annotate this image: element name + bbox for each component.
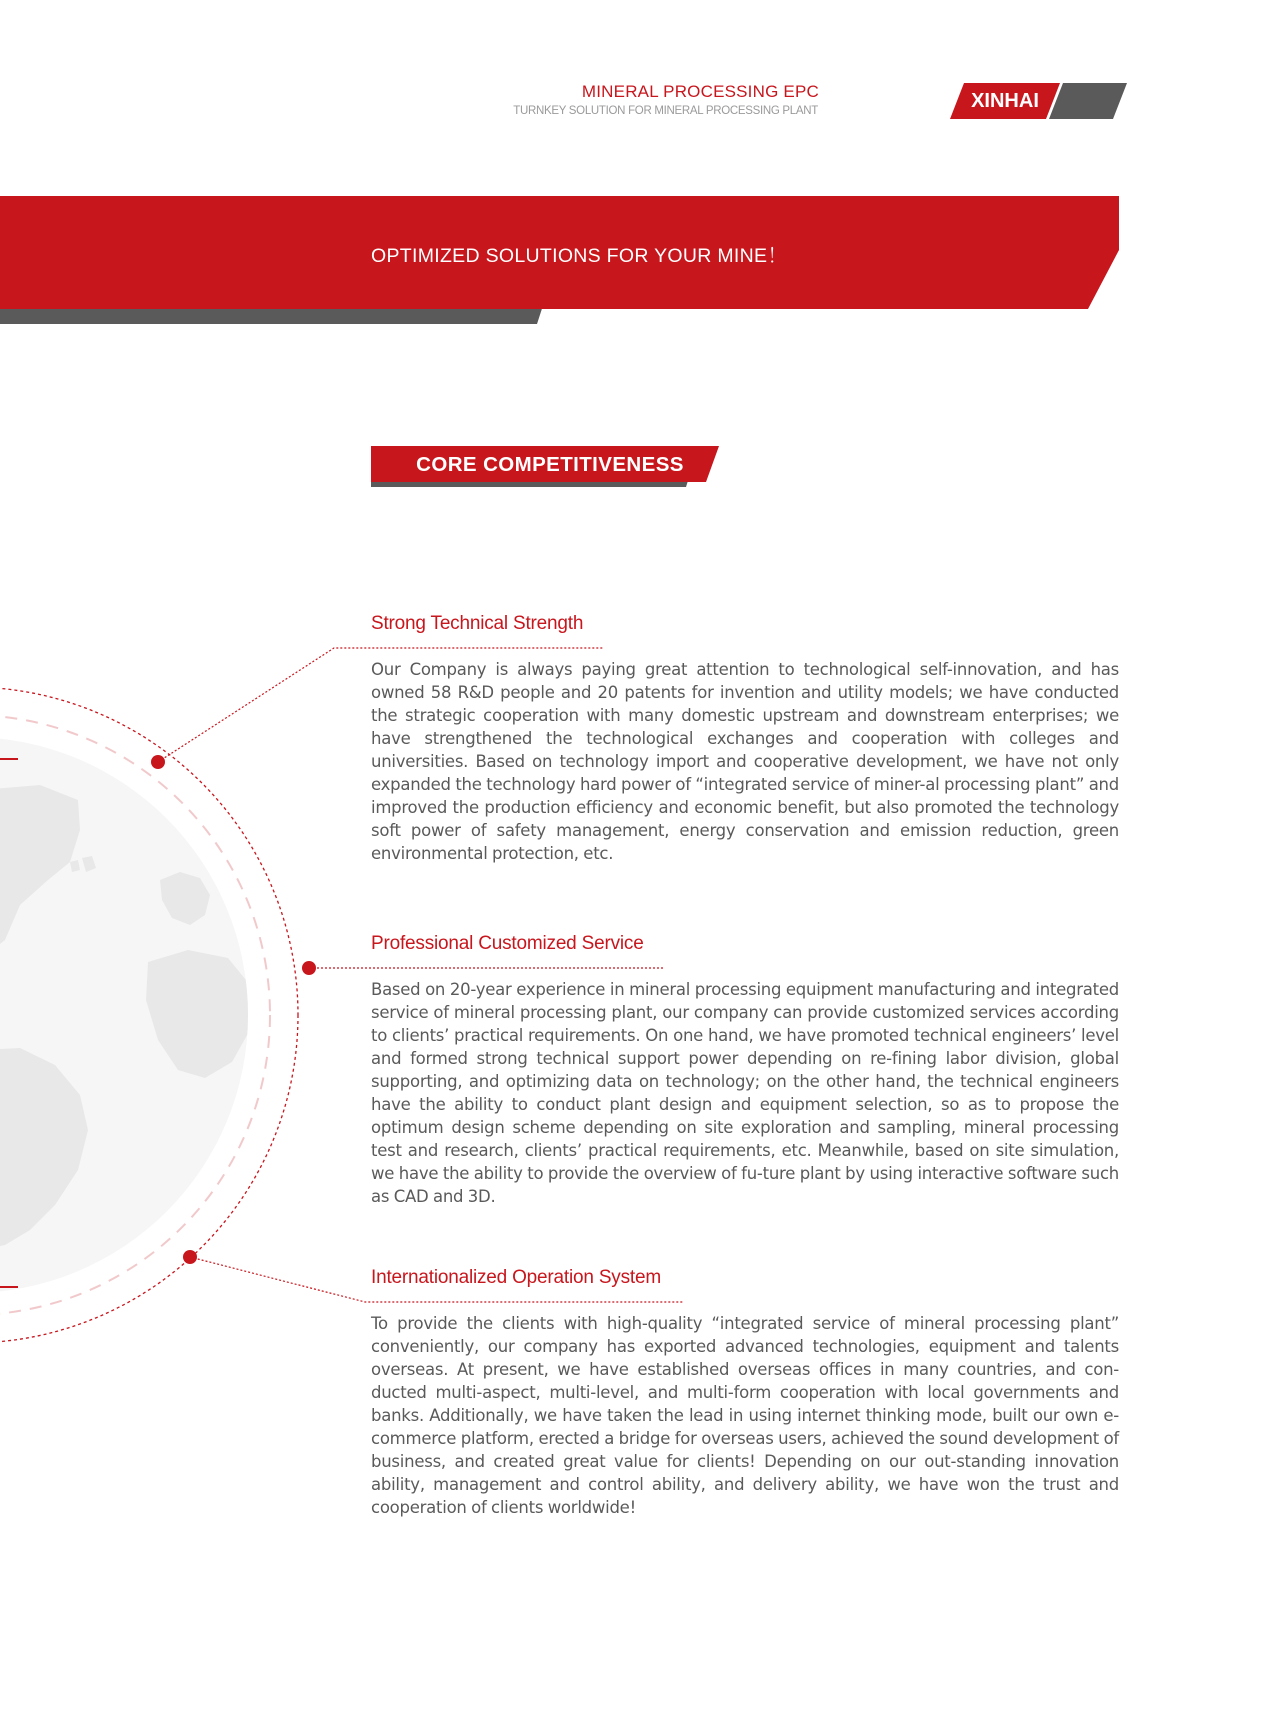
- banner-text: OPTIMIZED SOLUTIONS FOR YOUR MINE！: [371, 245, 788, 267]
- section-title-customized-service: Professional Customized Service: [371, 933, 644, 954]
- connector-dot-3: [183, 1250, 197, 1264]
- section-body-technical-strength: Our Company is always paying great attention to technological self-innovation, and has owned 58 R&D people and 20 patents for invention and utility models; we have conducted the strategic cooperation with many domestic upstream and downstream enterprises; we have strengthened the technological exchanges and cooperation with colleges and universities. Based on technology import and cooperative development, we have not only expanded the technology hard power of “integrated service of miner-al processing plant” and improved the production efficiency and economic benefit, but also promoted the technology soft power of safety management, energy conservation and emission reduction, green environmental protection, etc.: [371, 660, 1119, 863]
- header-subtitle: TURNKEY SOLUTION FOR MINERAL PROCESSING PLANT: [513, 105, 818, 117]
- section-body-customized-service: Based on 20-year experience in mineral processing equipment manufacturing and integrated service of mineral processing plant, our company can provide customized services according to clients’ practical requirements. On one hand, we have promoted technical engineers’ level and formed strong technical support power depending on re-fining labor division, global supporting, and optimizing data on technology; on the other hand, the technical engineers have the ability to conduct plant design and equipment selection, so as to propose the optimum design scheme depending on site exploration and sampling, mineral processing test and research, clients’ practical requirements, etc. Meanwhile, based on site simulation, we have the ability to provide the overview of fu-ture plant by using interactive software such as CAD and 3D.: [371, 980, 1119, 1206]
- section-title-operation-system: Internationalized Operation System: [371, 1267, 661, 1288]
- brand-logo: XINHAI: [971, 90, 1039, 112]
- header-title: MINERAL PROCESSING EPC: [581, 82, 819, 101]
- section-body-operation-system: To provide the clients with high-quality “integrated service of mineral processing plant” conveniently, our company has exported advanced technologies, equipment and talents overseas. At present, we have established overseas offices in many countries, and con-ducted multi-aspect, multi-level, and multi-form cooperation with local governments and banks. Additionally, we have taken the lead in using internet thinking mode, built our own e-commerce platform, erected a bridge for overseas users, achieved the sound development of business, and created great value for clients! Depending on our out-standing innovation ability, management and control ability, and delivery ability, we have won the trust and cooperation of clients worldwide!: [371, 1314, 1119, 1517]
- globe-icon: [0, 737, 250, 1293]
- connector-dot-1: [151, 755, 165, 769]
- section-tag-label: CORE COMPETITIVENESS: [416, 453, 684, 476]
- connector-dot-2: [302, 961, 316, 975]
- section-title-technical-strength: Strong Technical Strength: [371, 613, 584, 634]
